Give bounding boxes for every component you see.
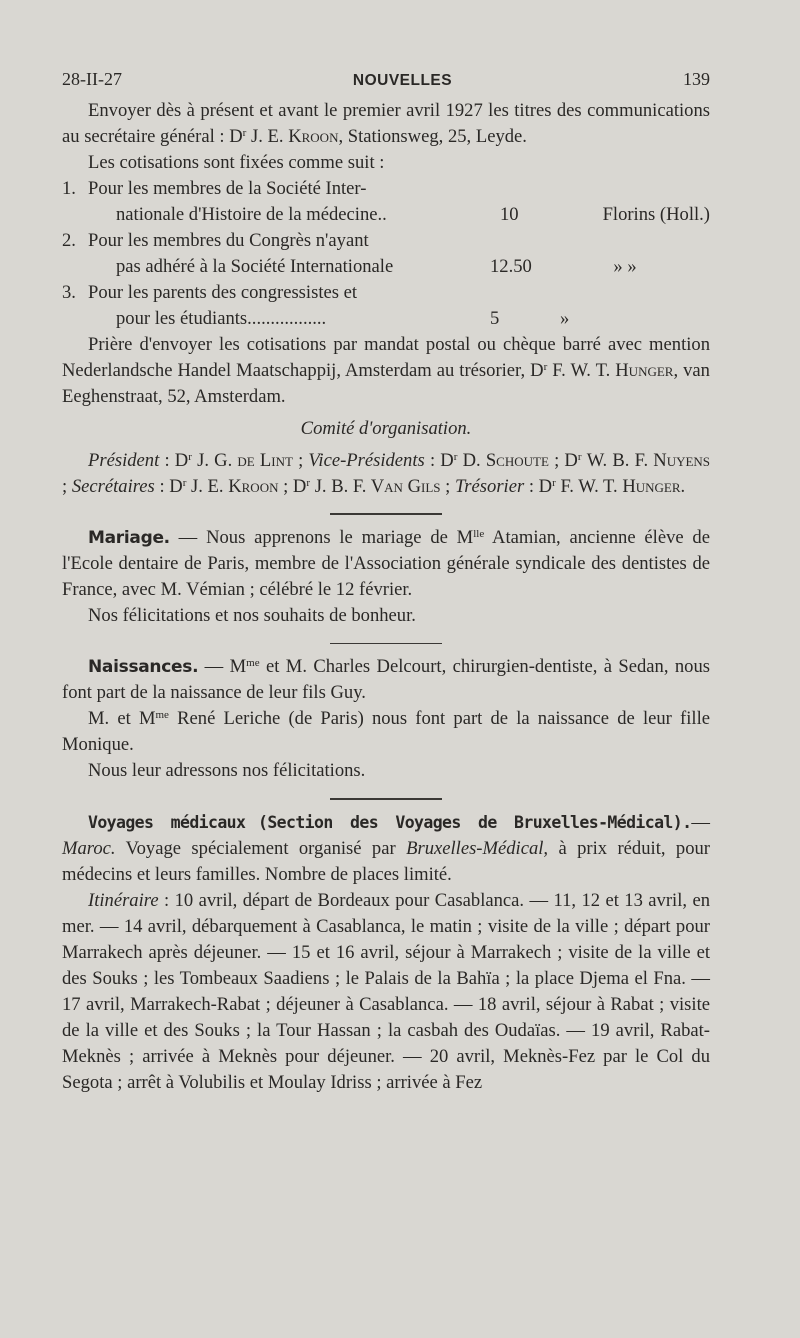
mariage-wishes: Nos félicitations et nos souhaits de bonheur. — [88, 604, 416, 626]
running-header — [62, 66, 710, 98]
header-date: 28-II-27 — [62, 69, 122, 89]
naissances-paragraph-2: M. et $M^{me}$ René Leriche (de Paris) nous font part de la naissance de leur fille Monique. — [62, 708, 710, 755]
mariage-title: Mariage. — [88, 527, 170, 548]
naissances-paragraph-1: Naissances. — $M^{me}$ et M. Charles Delcourt, chirurgien-dentiste, à Sedan, nous font part de la naissance de leur fils Guy. — [62, 656, 710, 703]
journal-page — [62, 66, 710, 1096]
voyages-itinerary: Itinéraire : 10 avril, départ de Bordeaux pour Casablanca. — 11, 12 et 13 avril, en mer. — 14 avril, débarquement à Casablanca, le matin ; visite de la ville ; départ pour Marrakech après déjeuner. — 15 et 16 avril, séjour à Marrakech ; visite de la ville et des Souks ; les Tombeaux Saadiens ; le Palais de la Bahïa ; la place Djema el Fna. — 17 avril, Marrakech-Rabat ; déjeuner à Casablanca. — 18 avril, séjour à Rabat ; visite de la ville et des Souks ; la Tour Hassan ; la casbah des Oudaïas. — 19 avril, Rabat-Meknès ; arrivée à Meknès pour déjeuner. — 20 avril, Meknès-Fez par le Col du Segota ; arrêt à Volubilis et Moulay Idriss ; arrivée à Fez — [62, 889, 710, 1093]
page-number: 139 — [683, 69, 710, 89]
voyages-subtitle: (Section des Voyages de Bruxelles-Médical). — [258, 812, 692, 832]
mariage-paragraph: Mariage. — Nous apprenons le mariage de $M^{lle}$ Atamian, ancienne élève de l'Ecole dentaire de Paris, membre de l'Association générale syndicale des dentistes de France, avec M. Vémian ; célébré le 12 février. — [62, 526, 710, 600]
fee-item: 2. Pour les membres du Congrès n'ayant pas adhéré à la Société Internationale 12.50 » » — [62, 230, 637, 277]
fees-intro: Les cotisations sont fixées comme suit : — [88, 152, 385, 173]
mariage-section — [62, 525, 710, 629]
congress-section — [62, 98, 710, 500]
naissances-section — [62, 654, 710, 784]
voyages-title: Voyages médicaux — [88, 812, 246, 832]
fee-item: 3. Pour les parents des congressistes et pour les étudiants................. 5 » — [62, 282, 570, 329]
naissances-paragraph-3: Nous leur adressons nos félicitations. — [88, 760, 366, 781]
congress-paragraph-1: Envoyer dès à présent et avant le premier avril 1927 les titres des communications au secrétaire général : $D^r$ J. E. Kroon, Stationsweg, 25, Leyde. — [62, 100, 710, 147]
fee-item: 1. Pour les membres de la Société Inter- nationale d'Histoire de la médecine.. 10 Florins (Holl.) — [62, 178, 710, 225]
naissances-title: Naissances. — [88, 657, 199, 677]
fees-list — [62, 176, 710, 332]
header-title: NOUVELLES — [352, 72, 453, 89]
congress-paragraph-2: Prière d'envoyer les cotisations par mandat postal ou chèque barré avec mention Nederlandsche Handel Maatschappij, Amsterdam au trésorier, $D^r$ F. W. T. Hunger, van Eeghenstraat, 52, Amsterdam. — [62, 334, 710, 407]
committee-heading: Comité d'organisation. — [300, 418, 472, 439]
voyages-section — [62, 810, 710, 1096]
committee-list: Président : $D^r$ J. G. de Lint ; Vice-Présidents : $D^r$ D. Schoute ; $D^r$ W. B. F. Nuyens ; Secrétaires : $D^r$ J. E. Kroon ; $D^r$ J. B. F. Van Gils ; Trésorier : $D^r$ F. W. T. Hunger. — [62, 450, 711, 497]
voyages-heading: Voyages médicaux (Section des Voyages de Bruxelles-Médical).— Maroc. Voyage spécialement organisé par Bruxelles-Médical, à prix réduit, pour médecins et leurs familles. Nombre de places limité. — [62, 811, 710, 885]
